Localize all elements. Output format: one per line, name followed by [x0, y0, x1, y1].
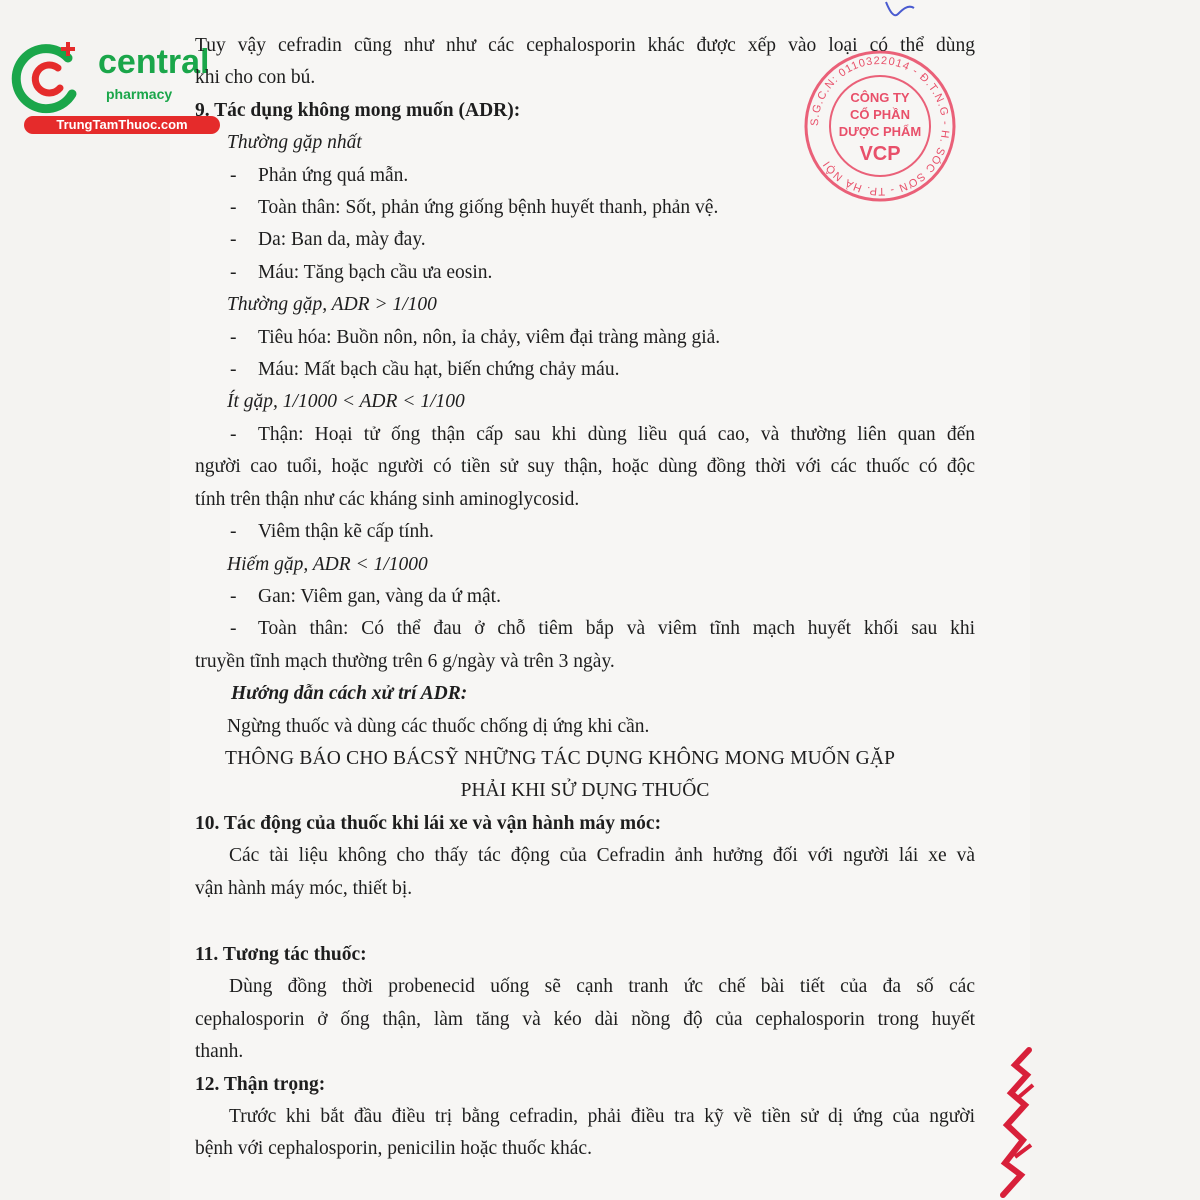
s9-most-common-label: Thường gặp nhất	[227, 132, 362, 154]
stamp-line-2: CỔ PHẦN	[850, 107, 910, 122]
logo-url-badge: TrungTamThuoc.com	[24, 116, 220, 134]
logo-subtitle: pharmacy	[106, 86, 173, 102]
s12-line-1: Trước khi bắt đầu điều trị bằng cefradin, phải điều tra kỹ về tiền sử dị ứng của người	[229, 1106, 975, 1127]
document-body	[195, 30, 975, 1166]
stamp-line-3: DƯỢC PHẨM	[838, 124, 922, 139]
central-pharmacy-logo	[10, 36, 220, 136]
stamp-ring-text: S.G.C.N: 0110322014 - Đ.T.N.G - H. SÓC SƠN - TP. HÀ NỘI	[808, 54, 952, 198]
list-item: - Viêm thận kẽ cấp tính.	[230, 521, 434, 543]
s10-line-1: Các tài liệu không cho thấy tác động của Cefradin ảnh hưởng đối với người lái xe và	[229, 845, 975, 867]
logo-brand-name: central	[98, 43, 210, 81]
section-9-title: 9. Tác dụng không mong muốn (ADR):	[195, 99, 521, 121]
s11-line-3: thanh.	[195, 1041, 244, 1063]
list-item: - Toàn thân: Sốt, phản ứng giống bệnh huyết thanh, phản vệ.	[230, 197, 719, 219]
intro-line-2: khi cho con bú.	[195, 67, 316, 89]
intro-line-1: Tuy vậy cefradin cũng như như các cephalosporin khác được xếp vào loại có thể dùng	[195, 35, 975, 56]
body-line-2: truyền tĩnh mạch thường trên 6 g/ngày và trên 3 ngày.	[195, 650, 615, 672]
s9-uncommon-label: Ít gặp, 1/1000 < ADR < 1/100	[227, 391, 465, 413]
central-logo-icon	[10, 36, 94, 120]
section-10-title: 10. Tác động của thuốc khi lái xe và vận hành máy móc:	[195, 812, 662, 834]
adr-guide-title: Hướng dẫn cách xử trí ADR:	[231, 683, 468, 705]
kidney-line-1: - Thận: Hoại tử ống thận cấp sau khi dùng liều quá cao, và thường liên quan đến	[230, 423, 975, 445]
s10-line-2: vận hành máy móc, thiết bị.	[195, 877, 413, 899]
list-item: - Máu: Mất bạch cầu hạt, biến chứng chảy máu.	[230, 359, 620, 381]
section-12-title: 12. Thận trọng:	[195, 1073, 326, 1095]
stamp-line-4: VCP	[859, 143, 901, 165]
s9-rare-label: Hiếm gặp, ADR < 1/1000	[227, 553, 428, 575]
list-item: - Tiêu hóa: Buồn nôn, nôn, ỉa chảy, viêm đại tràng màng giả.	[230, 326, 721, 348]
list-item: - Da: Ban da, mày đay.	[230, 229, 426, 251]
list-item: - Máu: Tăng bạch cầu ưa eosin.	[230, 261, 493, 283]
section-11-title: 11. Tương tác thuốc:	[195, 943, 367, 965]
adr-guide-text: Ngừng thuốc và dùng các thuốc chống dị ứng khi cần.	[227, 715, 650, 737]
s11-line-1: Dùng đồng thời probenecid uống sẽ cạnh tranh ức chế bài tiết của đa số các	[229, 976, 975, 998]
s9-common-label: Thường gặp, ADR > 1/100	[227, 294, 437, 316]
s11-line-2: cephalosporin ở ống thận, làm tăng và kéo dài nồng độ của cephalosporin trong huyết	[195, 1008, 975, 1030]
notice-line-1: THÔNG BÁO CHO BÁCSỸ NHỮNG TÁC DỤNG KHÔNG MONG MUỐN GẶP	[225, 747, 896, 769]
notice-line-2: PHẢI KHI SỬ DỤNG THUỐC	[460, 780, 710, 802]
list-item: - Gan: Viêm gan, vàng da ứ mật.	[230, 585, 501, 607]
kidney-line-2: người cao tuổi, hoặc người có tiền sử suy thận, hoặc dùng đồng thời với các thuốc có độc	[195, 456, 975, 478]
pen-mark-icon	[880, 0, 920, 22]
stamp-line-1: CÔNG TY	[850, 90, 910, 105]
partial-red-stamp-mark	[985, 1045, 1035, 1200]
kidney-line-3: tính trên thận như các kháng sinh aminoglycosid.	[195, 488, 580, 510]
body-line-1: - Toàn thân: Có thể đau ở chỗ tiêm bắp và viêm tĩnh mạch huyết khối sau khi	[230, 618, 975, 640]
list-item: - Phản ứng quá mẫn.	[230, 164, 409, 186]
s12-line-2: bệnh với cephalosporin, penicilin hoặc thuốc khác.	[195, 1138, 592, 1160]
